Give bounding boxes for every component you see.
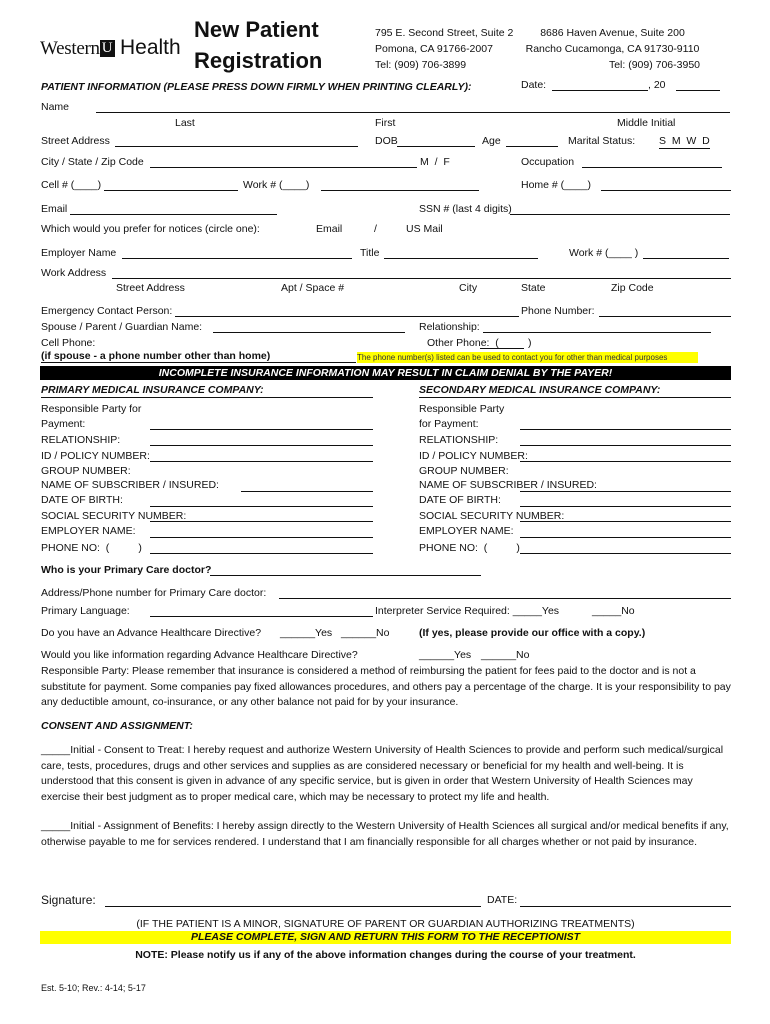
dob-label: DOB	[375, 135, 398, 147]
phone-notice: The phone number(s) listed can be used to contact you for other than medical purposes	[357, 352, 698, 363]
primary-phone-label: PHONE NO: ( )	[41, 542, 142, 554]
cell-phone-field[interactable]	[41, 362, 356, 363]
directive-no[interactable]: ______No	[341, 627, 390, 639]
name-middle-caption: Middle Initial	[617, 117, 676, 129]
rancho-tel: Tel: (909) 706-3950	[608, 59, 700, 71]
secondary-phone-field[interactable]	[520, 553, 731, 554]
name-label: Name	[41, 101, 70, 113]
title-label: Title	[360, 247, 380, 259]
marital-status-label: Marital Status:	[568, 135, 636, 147]
cell-phone-label: Cell Phone:	[41, 337, 96, 349]
notice-option-email[interactable]: Email	[316, 223, 343, 235]
secondary-relationship-label: RELATIONSHIP:	[419, 434, 499, 446]
directive-note: (If yes, please provide our office with a copy.)	[419, 627, 646, 639]
primary-relationship-field[interactable]	[150, 445, 373, 446]
work-phone2-field[interactable]	[643, 258, 729, 259]
name-first-caption: First	[375, 117, 396, 129]
age-field[interactable]	[506, 146, 558, 147]
secondary-dob-field[interactable]	[520, 506, 731, 507]
secondary-responsible-party-label: Responsible Party	[419, 403, 505, 415]
footer-revision: Est. 5-10; Rev.: 4-14; 5-17	[41, 983, 146, 993]
page-title-line1: New Patient	[194, 17, 319, 42]
phone-number-field[interactable]	[599, 316, 731, 317]
secondary-payment-label: for Payment:	[419, 418, 479, 430]
secondary-group-field[interactable]	[520, 491, 731, 492]
primary-employer-label: EMPLOYER NAME:	[41, 525, 136, 537]
emergency-contact-field[interactable]	[175, 316, 519, 317]
secondary-responsible-party-field[interactable]	[520, 429, 731, 430]
signature-date-field[interactable]	[520, 906, 731, 907]
spouse-name-label: Spouse / Parent / Guardian Name:	[41, 321, 203, 333]
primary-insurance-heading: PRIMARY MEDICAL INSURANCE COMPANY:	[41, 384, 373, 398]
email-field[interactable]	[70, 214, 277, 215]
secondary-policy-field[interactable]	[520, 461, 731, 462]
secondary-insurance-heading: SECONDARY MEDICAL INSURANCE COMPANY:	[419, 384, 731, 398]
secondary-employer-label: EMPLOYER NAME:	[419, 525, 514, 537]
work-address-apt-caption: Apt / Space #	[281, 282, 345, 294]
primary-dob-field[interactable]	[150, 506, 373, 507]
notice-option-usmail[interactable]: US Mail	[406, 223, 443, 235]
secondary-subscriber-label: NAME OF SUBSCRIBER / INSURED:	[419, 479, 597, 491]
directive-info-yes[interactable]: ______Yes	[419, 649, 472, 661]
primary-group-label: GROUP NUMBER:	[41, 465, 131, 477]
logo-western-text: Western	[40, 38, 100, 59]
relationship-label: Relationship:	[419, 321, 480, 333]
primary-policy-field[interactable]	[150, 461, 373, 462]
primary-relationship-label: RELATIONSHIP:	[41, 434, 121, 446]
sex-options[interactable]: M / F	[420, 156, 450, 168]
responsible-party-text: Responsible Party: Please remember that insurance is considered a method of reimbursing the patient for fees paid to the doctor and is not a substitute for payment. Some companies pay fixed allowances procedures, and others pay a percentage of the charge. It is your responsibility to pay any deductible amount, co‐insurance, or any other balance not paid for by your insurance.	[41, 665, 731, 708]
primary-dob-label: DATE OF BIRTH:	[41, 494, 123, 506]
logo-health-text: Health	[119, 36, 181, 59]
name-field[interactable]	[96, 112, 730, 113]
name-last-caption: Last	[175, 117, 195, 129]
interpreter-no[interactable]: _____No	[592, 605, 635, 617]
primary-ssn-field[interactable]	[150, 521, 373, 522]
secondary-relationship-field[interactable]	[520, 445, 731, 446]
directive-yes[interactable]: ______Yes	[280, 627, 333, 639]
directive-info-no[interactable]: ______No	[481, 649, 530, 661]
doctor-address-field[interactable]	[279, 598, 731, 599]
work-address-city-caption: City	[459, 282, 478, 294]
signature-label: Signature:	[41, 893, 96, 907]
primary-doctor-label: Who is your Primary Care doctor?	[41, 564, 212, 576]
title-field[interactable]	[384, 258, 538, 259]
other-phone-field[interactable]	[480, 348, 524, 349]
primary-policy-label: ID / POLICY NUMBER:	[41, 450, 150, 462]
primary-responsible-party-label: Responsible Party for	[41, 403, 142, 415]
work-phone2-label: Work # (____ )	[569, 247, 639, 259]
date-label: Date:	[521, 79, 547, 91]
ssn-label: SSN # (last 4 digits)	[419, 203, 512, 215]
primary-language-label: Primary Language:	[41, 605, 130, 617]
consent-to-treat-text: _____Initial - Consent to Treat: I hereby request and authorize Western University of Health Sciences to provide and perform such medical/surgical care, tests, procedures, drugs and other services and supplies as are considered necessary or beneficial for my health and well-being. It is understood that this consent is given in advance of any specific service, but is given in order that Western University of Health Sciences may exercise their best judgment as to proper medical care, which may be necessary to protect my life and health.	[41, 744, 724, 803]
employer-name-field[interactable]	[122, 258, 352, 259]
pomona-street: 795 E. Second Street, Suite 2	[375, 27, 514, 39]
occupation-field[interactable]	[582, 167, 722, 168]
minor-note: (IF THE PATIENT IS A MINOR, SIGNATURE OF PARENT OR GUARDIAN AUTHORIZING TREATMENTS)	[136, 918, 635, 930]
cell-field[interactable]	[104, 190, 238, 191]
office-address-pomona	[375, 25, 513, 73]
marital-status-options[interactable]: S M W D	[659, 135, 710, 147]
office-address-rancho	[525, 25, 700, 73]
city-state-zip-label: City / State / Zip Code	[41, 156, 144, 168]
secondary-ssn-label: SOCIAL SECURITY NUMBER:	[419, 510, 565, 522]
primary-subscriber-label: NAME OF SUBSCRIBER / INSURED:	[41, 479, 219, 491]
street-address-field[interactable]	[115, 146, 358, 147]
logo	[40, 36, 181, 60]
pomona-city: Pomona, CA 91766-2007	[375, 43, 493, 55]
patient-info-heading: PATIENT INFORMATION (PLEASE PRESS DOWN FIRMLY WHEN PRINTING CLEARLY):	[41, 81, 472, 93]
work-address-street-caption: Street Address	[116, 282, 185, 294]
work-address-field[interactable]	[112, 278, 731, 279]
city-state-zip-field[interactable]	[150, 167, 417, 168]
rancho-city: Rancho Cucamonga, CA 91730-9110	[525, 43, 700, 55]
street-address-label: Street Address	[41, 135, 110, 147]
employer-name-label: Employer Name	[41, 247, 117, 259]
pomona-tel: Tel: (909) 706-3899	[375, 59, 467, 71]
age-label: Age	[482, 135, 501, 147]
email-label: Email	[41, 203, 68, 215]
return-note: PLEASE COMPLETE, SIGN AND RETURN THIS FORM TO THE RECEPTIONIST	[40, 931, 731, 944]
assignment-of-benefits-text: _____Initial - Assignment of Benefits: I hereby assign directly to the Western University of Health Sciences all surgical and/or medical benefits if any, otherwise payable to me for services rendered. I understand that I am financially responsible for all charges whether or not paid by insurance.	[41, 820, 729, 848]
consent-heading: CONSENT AND ASSIGNMENT:	[41, 720, 193, 732]
spouse-note: (if spouse - a phone number other than home)	[41, 350, 271, 362]
primary-doctor-field[interactable]	[210, 575, 481, 576]
notice-option-separator: /	[374, 223, 377, 235]
occupation-label: Occupation	[521, 156, 575, 168]
page-title-line2: Registration	[194, 48, 323, 73]
primary-language-field[interactable]	[150, 616, 373, 617]
directive-label: Do you have an Advance Healthcare Directive?	[41, 627, 262, 639]
cell-label: Cell # (____)	[41, 179, 102, 191]
signature-date-label: DATE:	[487, 894, 518, 906]
work-phone-field[interactable]	[321, 190, 479, 191]
secondary-ssn-field[interactable]	[520, 521, 731, 522]
phone-number-label: Phone Number:	[521, 305, 595, 317]
doctor-address-label: Address/Phone number for Primary Care doctor:	[41, 587, 267, 599]
secondary-phone-label: PHONE NO: ( )	[419, 542, 520, 554]
secondary-employer-field[interactable]	[520, 537, 731, 538]
spouse-name-field[interactable]	[213, 332, 405, 333]
relationship-field[interactable]	[483, 332, 711, 333]
work-phone-label: Work # (____)	[243, 179, 310, 191]
primary-phone-field[interactable]	[150, 553, 373, 554]
other-phone-label: Other Phone: ( )	[427, 337, 532, 349]
home-phone-field[interactable]	[601, 190, 731, 191]
interpreter-label[interactable]: Interpreter Service Required: _____Yes	[375, 605, 560, 617]
directive-info-label: Would you like information regarding Advance Healthcare Directive?	[41, 649, 358, 661]
date-year-field[interactable]	[676, 90, 720, 91]
work-address-state-caption: State	[521, 282, 546, 294]
ssn-field[interactable]	[510, 214, 730, 215]
work-address-zip-caption: Zip Code	[611, 282, 654, 294]
primary-responsible-party-field[interactable]	[150, 429, 373, 430]
primary-payment-label: Payment:	[41, 418, 86, 430]
insurance-warning-bar: INCOMPLETE INSURANCE INFORMATION MAY RESULT IN CLAIM DENIAL BY THE PAYER!	[40, 366, 731, 380]
notices-label: Which would you prefer for notices (circle one):	[41, 223, 260, 235]
rancho-street: 8686 Haven Avenue, Suite 200	[540, 27, 685, 39]
secondary-dob-label: DATE OF BIRTH:	[419, 494, 501, 506]
emergency-contact-label: Emergency Contact Person:	[41, 305, 173, 317]
signature-field[interactable]	[105, 906, 481, 907]
date-field[interactable]	[552, 90, 648, 91]
work-address-label: Work Address	[41, 267, 107, 279]
secondary-policy-label: ID / POLICY NUMBER:	[419, 450, 528, 462]
primary-employer-field[interactable]	[150, 537, 373, 538]
primary-ssn-label: SOCIAL SECURITY NUMBER:	[41, 510, 187, 522]
home-phone-label: Home # (____)	[521, 179, 592, 191]
logo-u-mark: U	[101, 40, 113, 56]
dob-field[interactable]	[397, 146, 475, 147]
date-year-label: , 20	[648, 79, 666, 91]
notify-note: NOTE: Please notify us if any of the above information changes during the course of your treatment.	[135, 949, 636, 961]
secondary-group-label: GROUP NUMBER:	[419, 465, 509, 477]
primary-group-field[interactable]	[241, 491, 373, 492]
